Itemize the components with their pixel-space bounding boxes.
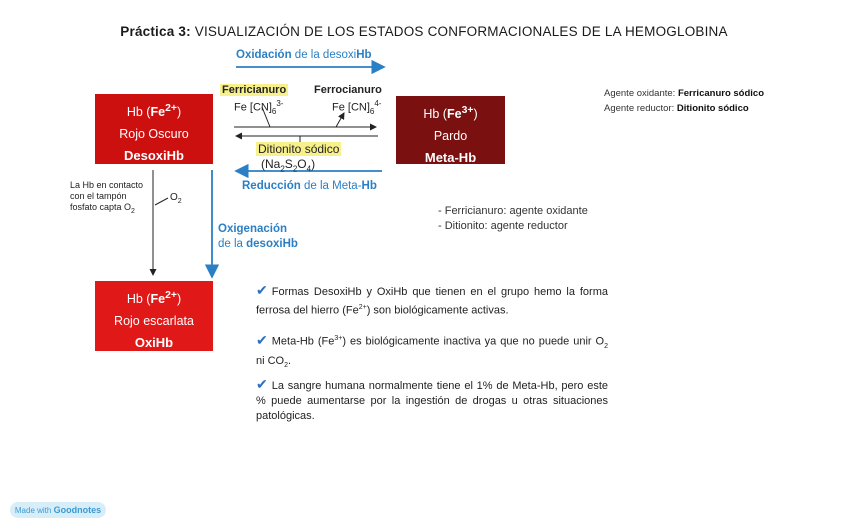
metahb-box: Hb $(Fe^{3+})$ Pardo Meta-Hb [396,96,505,164]
goodnotes-badge[interactable]: Made with Goodnotes [10,502,106,518]
oxygenation-label: Oxigenación de la desoxiHb [218,223,298,250]
o2-label: $O_2$ [170,192,182,205]
paragraph-3: ✔ La sangre humana normalmente tiene el 1% de Meta-Hb, pero este % puede aumentarse por la ingestión de drogas u otras situaciones patológicas. [256,376,608,422]
page-title: Práctica 3: VISUALIZACIÓN DE LOS ESTADOS CONFORMACIONALES DE LA HEMOGLOBINA [120,24,728,39]
agents-list: - Ferricianuro: agente oxidante - Ditionito: agente reductor [438,205,588,232]
paragraph-2: ✔ Meta-Hb $(Fe^{3+})$ es biológicamente inactiva ya que no puede unir $O_2$ ni $CO_2$. [256,331,608,370]
check-icon: ✔ [256,376,268,392]
ferrocianuro-reagent: Ferrocianuro Fe $[CN]_6^{4-}$ [314,84,382,116]
paragraph-1: ✔ Formas DesoxiHb y OxiHb que tienen en el grupo hemo la forma ferrosa del hierro $(Fe^{2+})$ son biológicamente activas. [256,282,608,317]
oxidation-label: Oxidación de la desoxiHb [236,49,372,61]
agents-legend: Agente oxidante: Ferricanuro sódico Agente reductor: Ditionito sódico [604,88,765,114]
ferricianuro-reagent: Ferricianuro Fe $[CN]_6^{3-}$ [222,84,287,116]
o2-connector [155,198,168,205]
check-icon: ✔ [256,331,268,348]
oxihb-box: Hb $(Fe^{2+})$ Rojo escarlata OxiHb [95,281,213,351]
check-icon: ✔ [256,282,268,298]
desoxihb-box: Hb $(Fe^{2+})$ Rojo Oscuro DesoxiHb [95,94,213,164]
ditionito-reagent: Ditionito sódico $(Na_2S_2O_4)$ [258,142,340,174]
o2-note: La Hb en contacto con el tampón fosfato capta $O_2$ [70,180,144,215]
reduction-label: Reducción de la Meta-Hb [242,180,377,192]
